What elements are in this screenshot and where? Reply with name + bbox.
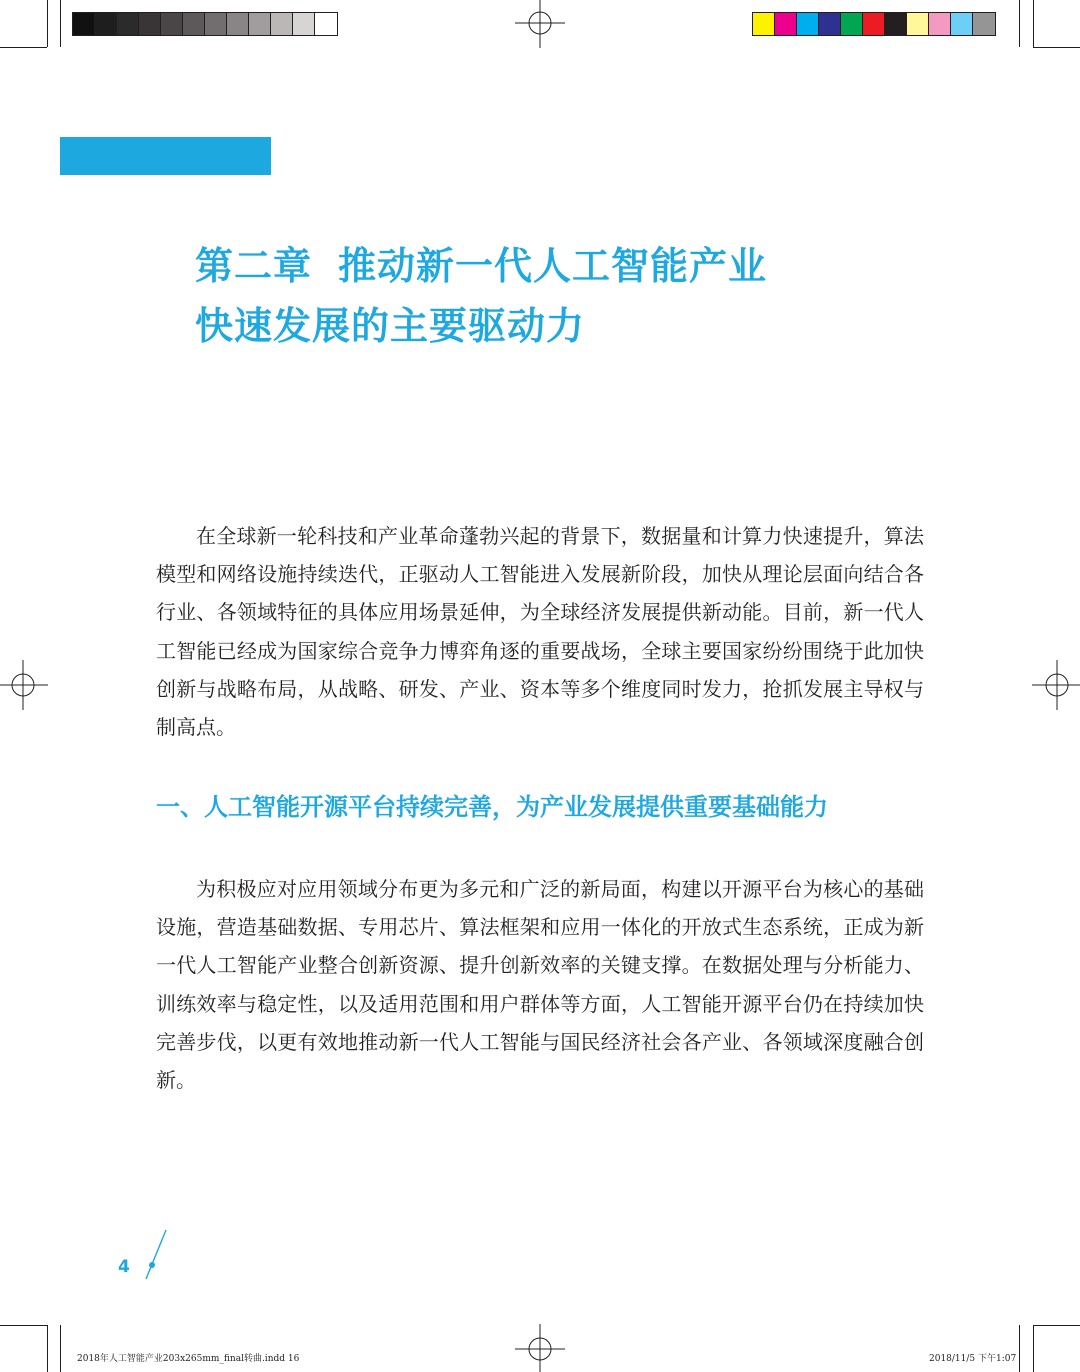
grayscale-swatch-11 (293, 13, 315, 35)
process-swatch-2 (775, 13, 797, 35)
grayscale-swatch-3 (117, 13, 139, 35)
chapter-title-line-1 (195, 236, 955, 296)
grayscale-swatch-10 (271, 13, 293, 35)
process-swatch-3 (797, 13, 819, 35)
chapter-title-line-2: 快速发展的主要驱动力 (195, 304, 586, 348)
grayscale-color-bar (72, 12, 338, 36)
chapter-header-band (60, 137, 271, 175)
page-number-slash-ornament (140, 1228, 170, 1282)
chapter-title-text-1: 推动新一代人工智能产业 (338, 244, 768, 288)
grayscale-swatch-9 (249, 13, 271, 35)
registration-mark-bottom (515, 1324, 565, 1372)
process-swatch-5 (841, 13, 863, 35)
process-swatch-7 (885, 13, 907, 35)
process-swatch-4 (819, 13, 841, 35)
grayscale-swatch-4 (139, 13, 161, 35)
grayscale-swatch-6 (183, 13, 205, 35)
chapter-title (195, 236, 955, 356)
process-swatch-10 (951, 13, 973, 35)
grayscale-swatch-12 (315, 13, 337, 35)
chapter-label: 第二章 (195, 244, 313, 288)
registration-mark-top (515, 0, 565, 48)
process-swatch-8 (907, 13, 929, 35)
section-paragraph: 为积极应对应用领域分布更为多元和广泛的新局面，构建以开源平台为核心的基础设施，营造基础数据、专用芯片、算法框架和应用一体化的开放式生态系统，正成为新一代人工智能产业整合创新资源、提升创新效率的关键支撑。在数据处理与分析能力、训练效率与稳定性，以及适用范围和用户群体等方面，人工智能开源平台仍在持续加快完善步伐，以更有效地推动新一代人工智能与国民经济社会各产业、各领域深度融合创新。 (156, 877, 924, 1093)
process-color-bar (752, 12, 996, 36)
intro-paragraph: 在全球新一轮科技和产业革命蓬勃兴起的背景下，数据量和计算力快速提升，算法模型和网络设施持续迭代，正驱动人工智能进入发展新阶段，加快从理论层面向结合各行业、各领域特征的具体应用场景延伸，为全球经济发展提供新动能。目前，新一代人工智能已经成为国家综合竞争力博弈角逐的重要战场，全球主要国家纷纷围绕于此加快创新与战略布局，从战略、研发、产业、资本等多个维度同时发力，抢抓发展主导权与制高点。 (156, 524, 924, 740)
footer-date-info: 2018/11/5 下午1:07 (929, 1354, 1017, 1364)
grayscale-swatch-5 (161, 13, 183, 35)
section-heading: 一、人工智能开源平台持续完善，为产业发展提供重要基础能力 (156, 793, 828, 821)
footer-file-info: 2018年人工智能产业203x265mm_final转曲.indd 16 (77, 1354, 300, 1364)
grayscale-swatch-1 (73, 13, 95, 35)
process-swatch-6 (863, 13, 885, 35)
grayscale-swatch-7 (205, 13, 227, 35)
process-swatch-9 (929, 13, 951, 35)
process-swatch-1 (753, 13, 775, 35)
process-swatch-11 (973, 13, 995, 35)
registration-mark-right (1032, 660, 1080, 710)
registration-mark-left (0, 660, 48, 710)
grayscale-swatch-8 (227, 13, 249, 35)
grayscale-swatch-2 (95, 13, 117, 35)
page-number: 4 (118, 1257, 130, 1277)
